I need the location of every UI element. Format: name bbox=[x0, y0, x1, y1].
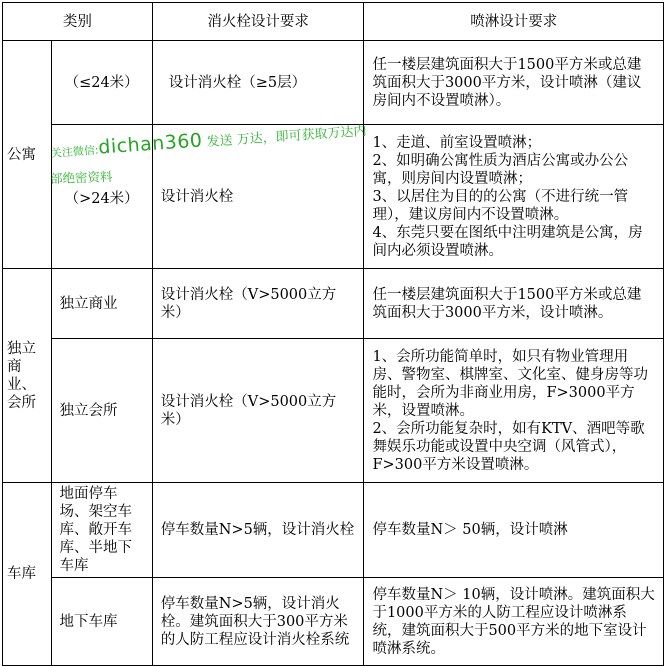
header-row bbox=[3, 3, 664, 41]
watermark-line-2: 部绝密资料 bbox=[49, 168, 113, 187]
sprinkler-cell: 停车数量N＞ 50辆，设计喷淋 bbox=[364, 483, 664, 578]
table-row bbox=[3, 483, 664, 578]
header-hydrant: 消火栓设计要求 bbox=[152, 3, 364, 41]
sprinkler-item: 2、会所功能复杂时，如有KTV、酒吧等歌舞娱乐功能或设置中央空调（风管式），F>300平方米设置喷淋。 bbox=[372, 420, 645, 473]
subcategory-cell: 地面停车场、架空车库、敞开车库、半地下车库 bbox=[51, 483, 152, 578]
sprinkler-cell: 任一楼层建筑面积大于1500平方米或总建筑面积大于3000平方米，设计喷淋。 bbox=[364, 269, 664, 339]
sprinkler-item: 3、以居住为目的的公寓（不进行统一管理），建议房间内不设置喷淋。 bbox=[372, 188, 629, 223]
sprinkler-item: 1、会所功能简单时，如只有物业管理用房、警物室、棋牌室、文化室、健身房等功能时，会所为非商业用房，F>3000平方米，设置喷淋。 bbox=[372, 348, 648, 419]
table-row bbox=[3, 41, 664, 125]
group-label-line: 会所 bbox=[7, 394, 36, 411]
group-label-line: 独立 bbox=[7, 340, 36, 357]
subcategory-cell: 独立会所 bbox=[51, 339, 152, 483]
table-row bbox=[3, 339, 664, 483]
group-label-garage: 车库 bbox=[3, 483, 52, 666]
fire-protection-requirements-table bbox=[2, 2, 664, 666]
header-sprinkler: 喷淋设计要求 bbox=[364, 3, 664, 41]
group-label-line: 商业、 bbox=[7, 358, 36, 393]
sprinkler-cell: 停车数量N＞ 10辆，设计喷淋。建筑面积大于1000平方米的人防工程应设计喷淋系统，建筑面积大于500平方米的地下室设计喷淋系统。 bbox=[364, 578, 664, 666]
header-category: 类别 bbox=[3, 3, 153, 41]
sprinkler-item: 1、走道、前室设置喷淋； bbox=[372, 134, 542, 151]
table-row bbox=[3, 125, 664, 269]
hydrant-cell: 设计消火栓 bbox=[152, 125, 364, 269]
hydrant-cell: 设计消火栓（V>5000立方米） bbox=[152, 269, 364, 339]
watermark-prefix: 关注微信: bbox=[50, 143, 99, 160]
subcategory-cell: （≤24米） bbox=[51, 41, 152, 125]
hydrant-cell: 设计消火栓（V>5000立方米） bbox=[152, 339, 364, 483]
sprinkler-cell bbox=[364, 339, 664, 483]
hydrant-cell: 停车数量N>5辆，设计消火栓。建筑面积大于300平方米的人防工程应设计消火栓系统 bbox=[152, 578, 364, 666]
subcategory-cell: 地下车库 bbox=[51, 578, 152, 666]
watermark-id: dichan360 bbox=[97, 129, 204, 159]
hydrant-cell: 停车数量N>5辆，设计消火栓 bbox=[152, 483, 364, 578]
sprinkler-cell: 任一楼层建筑面积大于1500平方米或总建筑面积大于3000平方米，设计喷淋（建议房间内不设置喷淋）。 bbox=[364, 41, 664, 125]
table-row bbox=[3, 578, 664, 666]
group-label-apartment: 公寓 bbox=[3, 41, 52, 269]
watermark-suffix: 发送 万达，即可获取万达内 bbox=[202, 123, 367, 151]
sprinkler-item: 2、如明确公寓性质为酒店公寓或办公公寓，则房间内设置喷淋； bbox=[372, 152, 629, 187]
hydrant-cell: 设计消火栓（≥5层） bbox=[152, 41, 364, 125]
subcategory-cell: （>24米） bbox=[51, 125, 152, 269]
table-row bbox=[3, 269, 664, 339]
subcategory-cell: 独立商业 bbox=[51, 269, 152, 339]
sprinkler-cell bbox=[364, 125, 664, 269]
sprinkler-item: 4、东莞只要在图纸中注明建筑是公寓，房间内必须设置喷淋。 bbox=[372, 224, 643, 259]
group-label-commercial bbox=[3, 269, 52, 483]
